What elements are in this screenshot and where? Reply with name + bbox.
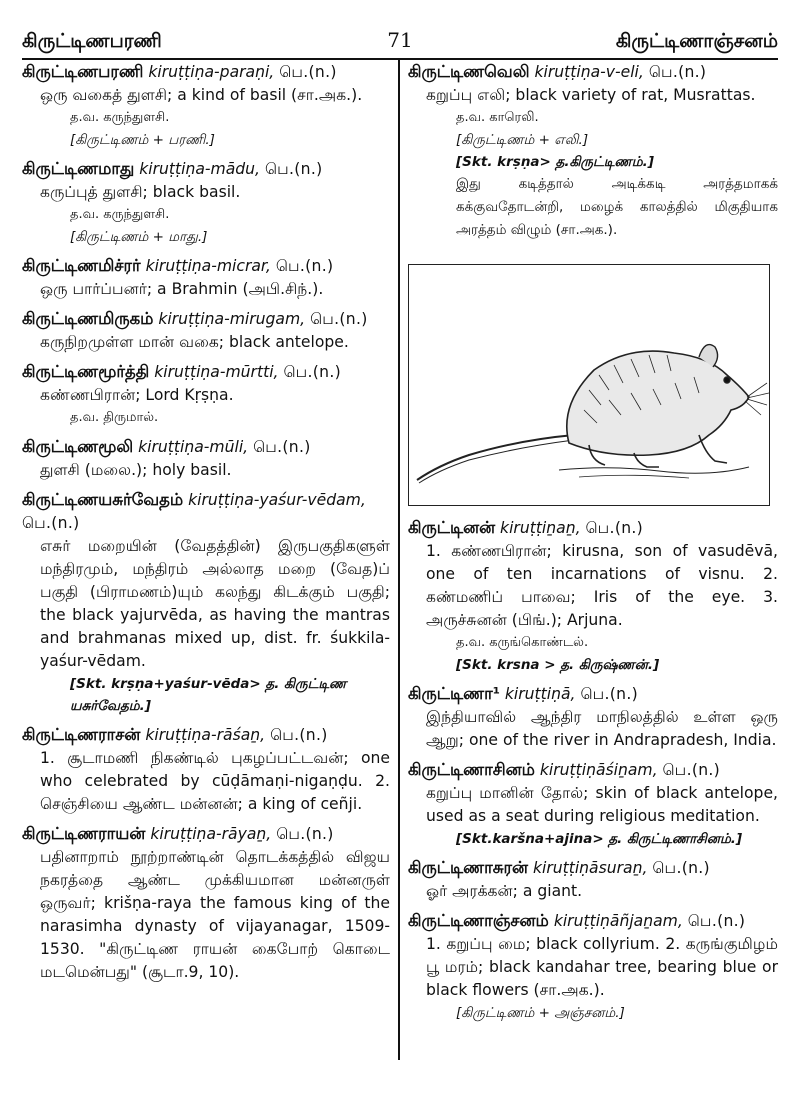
transliteration: kiruṭṭiṉaṉ, xyxy=(500,519,581,537)
grammar-label: பெ.(n.) xyxy=(253,438,311,456)
rat-illustration xyxy=(408,264,770,506)
headword: கிருட்டிணாஞ்சனம் xyxy=(408,911,549,930)
grammar-label: பெ.(n.) xyxy=(648,63,707,81)
dictionary-entry xyxy=(22,723,390,816)
grammar-label: பெ.(n.) xyxy=(283,363,341,381)
dictionary-entry xyxy=(408,856,778,903)
headword: கிருட்டிணமூலி xyxy=(22,437,134,456)
definition: 1. கறுப்பு மை; black collyrium. 2. கருங்குமிழம் பூ மரம்; black kandahar tree, bearing blue or black flowers (சா.அக.). xyxy=(426,935,778,999)
grammar-label: பெ.(n.) xyxy=(275,257,334,275)
etymology: [Skt. krṣṇa+yaśur-vēda> த. கிருட்டிண யசுர்வேதம்.] xyxy=(70,676,347,714)
dictionary-entry xyxy=(408,682,778,752)
grammar-label: பெ.(n.) xyxy=(687,912,746,930)
headword: கிருட்டிணபரணி xyxy=(22,62,144,81)
transliteration: kiruṭṭiṇā, xyxy=(504,685,576,703)
transliteration: kiruṭṭiṇa-mūli, xyxy=(138,438,249,456)
etymology: [கிருட்டிணம் + பரணி.] xyxy=(70,132,215,148)
dictionary-entry xyxy=(408,909,778,1024)
etymology: [கிருட்டிணம் + மாது.] xyxy=(70,229,208,245)
tamil-equivalent: த.வ. கருந்துளசி. xyxy=(70,110,170,125)
dictionary-entry xyxy=(408,516,778,676)
page-header xyxy=(22,26,778,60)
etymology: [கிருட்டிணம் + எலி.] xyxy=(456,132,589,148)
headword: கிருட்டிணாசினம் xyxy=(408,760,535,779)
headword: கிருட்டிணாசுரன் xyxy=(408,858,528,877)
transliteration: kiruṭṭiṇāśiṉam, xyxy=(539,761,658,779)
headword: கிருட்டிணவெலி xyxy=(408,62,530,81)
transliteration: kiruṭṭiṇa-paraṇi, xyxy=(148,63,275,81)
grammar-label: பெ.(n.) xyxy=(265,160,323,178)
right-column xyxy=(408,60,778,1030)
headword: கிருட்டிணராயன் xyxy=(22,824,146,843)
transliteration: kiruṭṭiṇa-rāyaṉ, xyxy=(150,825,272,843)
transliteration: kiruṭṭiṇa-rāśaṉ, xyxy=(145,726,266,744)
transliteration: kiruṭṭiṇa-v-eli, xyxy=(534,63,644,81)
definition: கருநிறமுள்ள மான் வகை; black antelope. xyxy=(40,333,349,351)
tamil-equivalent: த.வ. திருமால். xyxy=(70,410,159,425)
definition: எசுர் மறையின் (வேதத்தின்) இருபகுதிகளுள் மந்திரமும், மந்திரம் அல்லாத மறை (வேத)ப் பகுதி (பிராமணம்)யும் கலந்து கிடக்கும் பகுதி; the black yajurvēda, as having the mantras and brahmanas mixed up, dist. fr. śukkila-yaśur-vēdam. xyxy=(40,537,390,670)
definition: 1. சூடாமணி நிகண்டில் புகழப்பட்டவன்; one who celebrated by cūḍāmaṇi-nigaṇḍu. 2. செஞ்சியை ஆண்ட மன்னன்; a king of ceñji. xyxy=(40,749,390,813)
dictionary-entry xyxy=(22,307,390,354)
definition: கறுப்பு மானின் தோல்; skin of black antelope, used as a seat during religious meditation. xyxy=(426,784,778,825)
grammar-label: பெ.(n.) xyxy=(310,310,368,328)
definition: இந்தியாவில் ஆந்திர மாநிலத்தில் உள்ள ஒரு ஆறு; one of the river in Andrapradesh, India. xyxy=(426,708,778,749)
transliteration: kiruṭṭiṇāsuraṉ, xyxy=(532,859,648,877)
grammar-label: பெ.(n.) xyxy=(276,825,334,843)
left-column xyxy=(22,60,390,990)
headword: கிருட்டிணமிருகம் xyxy=(22,309,154,328)
definition: ஒரு பார்ப்பனர்; a Brahmin (அபி.சிந்.). xyxy=(40,280,324,298)
tamil-equivalent: த.வ. காரெலி. xyxy=(456,110,539,125)
header-first-headword: கிருட்டிணபரணி xyxy=(22,30,162,52)
page-number: 71 xyxy=(387,28,413,52)
transliteration: kiruṭṭiṇa-micrar, xyxy=(145,257,271,275)
tamil-equivalent: த.வ. கருந்துளசி. xyxy=(70,207,170,222)
header-last-headword: கிருட்டிணாஞ்சனம் xyxy=(615,30,778,52)
definition: பதினாறாம் நூற்றாண்டின் தொடக்கத்தில் விஜய நகரத்தை ஆண்ட முக்கியமான மன்னருள் ஒருவர்; krišṇa-raya the famous king of the narasimha dynasty of vijayanagar, 1509-1530. "கிருட்டிண ராயன் கைபோற் கொடை மடமென்பது" (சூடா.9, 10). xyxy=(40,848,390,981)
grammar-label: பெ.(n.) xyxy=(585,519,644,537)
definition: ஒரு வகைத் துளசி; a kind of basil (சா.அக.). xyxy=(40,86,363,104)
etymology-sanskrit: [Skt. krṣṇa> த.கிருட்டிணம்.] xyxy=(456,154,654,170)
dictionary-entry xyxy=(22,157,390,248)
transliteration: kiruṭṭiṇa-mirugam, xyxy=(158,310,306,328)
dictionary-entry xyxy=(408,60,778,242)
transliteration: kiruṭṭiṇāñjaṉam, xyxy=(553,912,683,930)
transliteration: kiruṭṭiṇa-mādu, xyxy=(139,160,261,178)
grammar-label: பெ.(n.) xyxy=(662,761,721,779)
headword: கிருட்டிணா¹ xyxy=(408,684,500,703)
grammar-label: பெ.(n.) xyxy=(22,514,80,532)
definition: ஓர் அரக்கன்; a giant. xyxy=(426,882,583,900)
dictionary-entry xyxy=(22,254,390,301)
grammar-label: பெ.(n.) xyxy=(270,726,328,744)
headword: கிருட்டிணராசன் xyxy=(22,725,141,744)
tamil-equivalent: த.வ. கருங்கொண்டல். xyxy=(456,635,589,650)
headword: கிருட்டிணமிச்ரர் xyxy=(22,256,141,275)
definition: கருப்புத் துளசி; black basil. xyxy=(40,183,241,201)
grammar-label: பெ.(n.) xyxy=(279,63,337,81)
usage-note: இது கடித்தால் அடிக்கடி அரத்தமாகக் கக்குவதோடன்றி, மழைக் காலத்தில் மிகுதியாக அரத்தம் விழும் (சா.அக.). xyxy=(456,176,778,238)
grammar-label: பெ.(n.) xyxy=(652,859,710,877)
definition: துளசி (மலை.); holy basil. xyxy=(40,461,232,479)
headword: கிருட்டிணயசுர்வேதம் xyxy=(22,490,184,509)
dictionary-entry xyxy=(22,60,390,151)
headword: கிருட்டிணமூர்த்தி xyxy=(22,362,150,381)
definition: கண்ணபிரான்; Lord Kṛṣṇa. xyxy=(40,386,234,404)
dictionary-entry xyxy=(22,822,390,984)
rat-icon xyxy=(409,265,769,505)
definition: கறுப்பு எலி; black variety of rat, Musrattas. xyxy=(426,86,756,104)
dictionary-entry xyxy=(22,488,390,717)
transliteration: kiruṭṭiṇa-yaśur-vēdam, xyxy=(188,491,366,509)
definition: 1. கண்ணபிரான்; kirusna, son of vasudēvā, one of ten incarnations of visnu. 2. கண்மணிப் பாவை; Iris of the eye. 3. அருச்சுனன் (பிங்.); Arjuna. xyxy=(426,542,778,629)
etymology: [Skt. krsna > த. கிருஷ்ணன்.] xyxy=(456,657,660,673)
dictionary-entry xyxy=(22,360,390,429)
dictionary-entry xyxy=(408,758,778,850)
column-divider xyxy=(398,60,400,1060)
etymology: [கிருட்டிணம் + அஞ்சனம்.] xyxy=(456,1005,625,1021)
etymology: [Skt.karšna+ajina> த. கிருட்டிணாசினம்.] xyxy=(456,831,743,847)
grammar-label: பெ.(n.) xyxy=(580,685,638,703)
transliteration: kiruṭṭiṇa-mūrtti, xyxy=(154,363,279,381)
headword: கிருட்டிணமாது xyxy=(22,159,135,178)
dictionary-entry xyxy=(22,435,390,482)
headword: கிருட்டினன் xyxy=(408,518,496,537)
